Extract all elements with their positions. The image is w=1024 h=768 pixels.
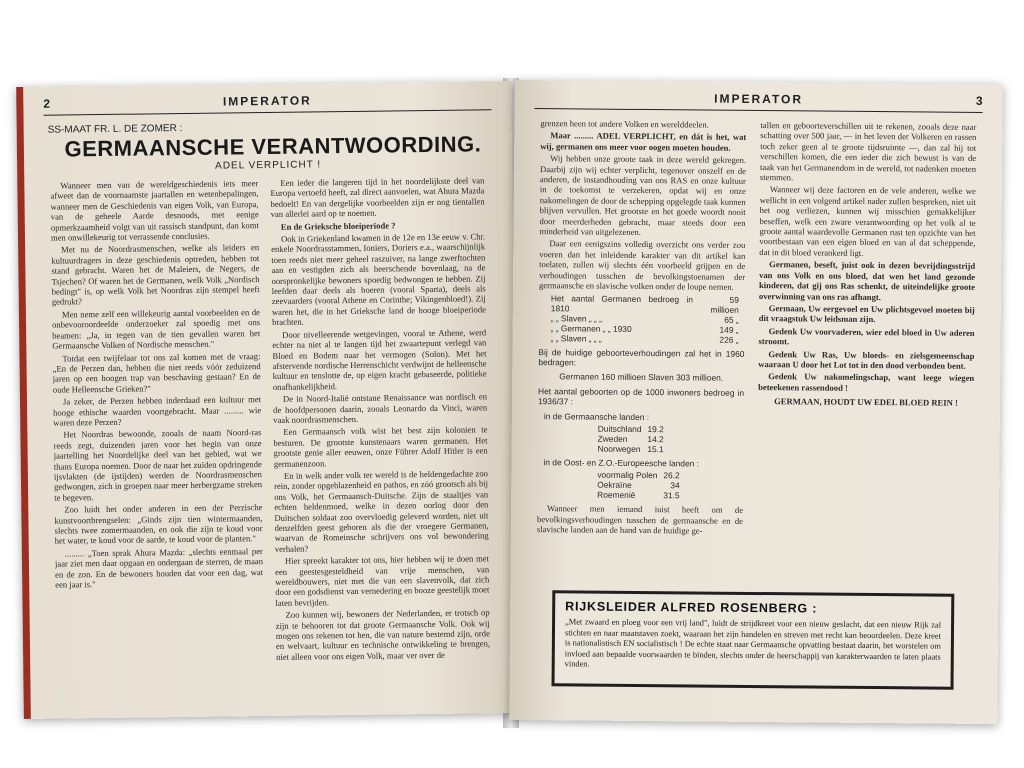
paragraph: grenzen heen tot andere Volken en werelddeelen. bbox=[540, 118, 709, 130]
paragraph: Door nivelleerende wetgevingen, vooral te Athene, werd echter na niet al te langen tijd het zwaartepunt verlegd van Bloed en Bodem naar het vermogen (Solon). Met het afstervende nordische Herrenschicht verdwijnt de helleensche kultuur en tenslotte de, op eigen kracht gebaseerde, politieke onafhankelijkheid. bbox=[272, 327, 487, 392]
row-value: 65 „ bbox=[724, 314, 739, 325]
right-page bbox=[509, 80, 1003, 724]
row-value: 226 „ bbox=[719, 334, 739, 345]
table-row bbox=[551, 293, 745, 315]
row-label: Het aantal Germanen bedroeg in 1810 bbox=[550, 292, 693, 313]
paragraph: Wij hebben onze groote taak in deze wereld gekregen. Daarbij zijn wij echter verplicht, tegenover onszelf en de anderen, de instandhouding van ons RAS en onze kultuur in de toekomst te verzekeren, opdat wij en onze nakomelingen de door de schepping opgelegde taak kunnen blijven vervullen. Het grootste en het goede woordt nooit door meerderheden gebracht, maar steeds door een minderheid van uitgelezenen. bbox=[539, 153, 747, 238]
paragraph: tallen en geboorteverschillen uit te rekenen, zooals deze naar schatting over 500 jaar, — in het leven der Volkeren en rassen toch zeker geen al te groote tijdsruimte —, dan zal hij tot verschillen komen, die een ieder die zich bewust is van de taak van het Germanendom in de wereld, tot nadenken moeten stemmen. bbox=[759, 120, 977, 183]
article-author: SS-MAAT FR. L. DE ZOMER : bbox=[47, 123, 183, 136]
paragraph: ......... „Toen sprak Ahura Mazda: „slechts eenmaal per jaar ziet men daar opgaan en ondergaan de sterren, de maan en de zon. En de bewoners houden dat voor een dag, wat een jaar is." bbox=[54, 545, 264, 590]
row-label: Duitschland bbox=[597, 423, 642, 434]
left-running-head-title: IMPERATOR bbox=[222, 93, 312, 109]
left-page-number: 2 bbox=[43, 96, 51, 111]
row-label: Zweden bbox=[597, 433, 628, 444]
row-label: voormalig Polen bbox=[597, 469, 658, 481]
paragraph: Gedenk Uw voorvaderen, wier edel bloed in Uw aderen stroomt. bbox=[758, 325, 975, 347]
stats-caption: Bij de huidige geboorteverhoudingen zal het in 1960 bedragen: bbox=[538, 346, 745, 368]
row-value: 149 „ bbox=[719, 324, 739, 335]
paragraph: En in welk ander volk ter wereld is de heldengedachte zoo rein, zonder opgeblazenheid en pathos, en zóó grootsch als bij ons Volk, het Germaansch-Duitsche. Zijn de staaltjes van echten heldenmoed, welke in dezen oorlog door den Duitschen soldaat zoo overvloedig geleverd worden, niet uit denzelfden geest geboren als die der vroegere Germanen, waarvan de Romeinsche schrijvers ons vol bewondering verhalen? bbox=[273, 468, 489, 554]
left-column-1 bbox=[50, 178, 264, 711]
paragraph: Met nu de Noordrasmenschen, welke als leiders en kultuurdragers in deze geschiedenis optreden, hebben tot stand gebracht. Waren het de Maleiers, de Negers, de Tsjechen? Of waren het de Germanen, welk Volk „Nordisch bedingt" is, op welk Volk het Noordras zijn stempel heeft gedrukt? bbox=[51, 242, 260, 308]
paragraph: Gedenk Uw nakomelingschap, want leege wiegen beteekenen rassendood ! bbox=[758, 371, 975, 393]
quote-body: „Met zwaard en ploeg voor een vrij land", luidt de strijdkreet voor een nieuw geslacht, dat een nieuw Rijk zal stichten en naar maatstaven zoekt, waaraan het zijn handelen en streven met recht kan beoordeelen. Deze kreet is nationalistisch EN socialistisch ! De echte staat naar Germaansche opvatting bestaat daarin, het worstelen om invloed aan bepaalde voorwaarden te binden, slechts onder de heerschappij van karakterwaarden te laten plaats vinden. bbox=[564, 617, 942, 669]
paragraph: Wanneer wij deze factoren en de vele anderen, welke we wellicht in een volgend artikel nader zullen bespreken, niet uit het oog verliezen, kunnen wij misschien gemakkelijker beseffen, welk een zware verantwoording op het volk al te groote aantal waardevolle Germanen rust ten opzichte van het voortbestaan van een eigen bloed en van al dat scheppende, dat in dit bloed verankerd ligt. bbox=[759, 184, 976, 258]
paragraph: Een Germaansch volk wist het best zijn kolonien te besturen. De grootste kunstenaars waren germanen. Het grootste genie aller eeuwen, onze Führer Adolf Hitler is een germanenzoon. bbox=[273, 424, 488, 469]
paragraph: Daar een eenigszins volledig overzicht ons verder zou voeren dan het inleidende karakter van dit artikel kan toelaten, zullen wij slechts één voorbeeld grijpen en de verhoudingen tusschen de bevolkingstoenamen der germaansche en slavische volken onder de loupe nemen. bbox=[538, 238, 746, 292]
row-label: „ „ Slaven „ „ „ bbox=[550, 332, 602, 344]
birthrate-table-eastern bbox=[597, 470, 686, 501]
row-value: 26.2 bbox=[663, 470, 680, 481]
article-headline: GERMAANSCHE VERANTWOORDING. bbox=[64, 131, 482, 162]
rosenberg-quote-box bbox=[552, 590, 955, 690]
right-running-head-title: IMPERATOR bbox=[714, 91, 804, 107]
row-value: 15.1 bbox=[647, 443, 664, 455]
closing-slogan: GERMAAN, HOUDT UW EDEL BLOED REIN ! bbox=[774, 396, 958, 408]
table-row bbox=[597, 490, 685, 501]
table-row bbox=[551, 333, 745, 345]
right-page-number: 3 bbox=[975, 93, 983, 108]
paragraph: Maar ......... ADEL VERPLICHT, en dát is het, wat wij, germanen ons meer voor oogen moeten houden. bbox=[540, 130, 747, 153]
paragraph: Gedenk Uw Ras, Uw bloeds- en zielsgemeenschap waaraan U door het Lot tot in den dood verbonden bent. bbox=[758, 348, 975, 371]
paragraph: Hier spreekt karakter tot ons, hier hebben wij te doen met een geestesgesteldheid van vrije menschen, van wereldbouwers, niet met die van een slavenvolk, dat zich door een godsdienst van vernedering en booze geestelijk moet laten bevrijden. bbox=[275, 553, 490, 608]
paragraph: Germaan, Uw eergevoel en Uw plichtsgevoel moeten bij dit vraagstuk Uw leidsman zijn. bbox=[758, 303, 975, 325]
paragraph: Ja zeker, de Perzen hebben inderdaad een kultuur met hooge ethische waarden voortgebracht. Maar ......... wie waren deze Perzen? bbox=[53, 394, 262, 428]
paragraph: Totdat een twijfelaar tot ons zal komen met de vraag: „En de Perzen dan, hebben die niet reeds vóór zeduizend jaren op een hoogen trap van beschaving gestaan? En de oude Helleensche Grieken?" bbox=[52, 350, 261, 395]
paragraph: Het Noordras bewoonde, zooals de naam Noord-ras reeds zegt, duizenden jaren voor het begin van onze jaartelling het Noordelijke deel van het gebied, wat we thans Europa noemen. Door de naar het zuiden opdringende ijsvlakten (de ijstijden) werden de Noordrasmenschen gedwongen, zich in groepen naar meer herbergzame streken te begeven. bbox=[53, 427, 263, 503]
birthrate-table-germanic bbox=[598, 424, 670, 455]
row-value: 19.2 bbox=[647, 423, 664, 435]
row-label: Oekraïne bbox=[597, 479, 632, 491]
table-row bbox=[598, 444, 670, 455]
stats-group-title: in de Germaansche landen : bbox=[543, 410, 650, 422]
row-label: Noorwegen bbox=[597, 443, 641, 454]
row-value: 14.2 bbox=[647, 433, 664, 445]
paragraph: Wanneer men iemand iuist heeft om de bevolkingsverhoudingen tusschen de germaansche en de slavische landen aan de hand van de huidige ge- bbox=[536, 503, 744, 536]
paragraph: Zoo kunnen wij, bewoners der Nederlanden, er trotsch op zijn te behooren tot dat groote Germaansche Volk. Ook wij mogen ons rekenen tot hen, die van nature bestemd zijn, orde en welvaart, kultuur en technische ontwikkeling te brengen, niet alleen voor ons eigen Volk, maar ver over de bbox=[275, 607, 491, 662]
stats-projection: Germanen 160 millioen Slaven 303 millioen. bbox=[559, 371, 724, 384]
right-running-head bbox=[535, 90, 983, 113]
left-page bbox=[16, 81, 519, 719]
right-column-2 bbox=[756, 120, 976, 592]
row-value: 59 millioen bbox=[710, 294, 739, 315]
quote-title: RIJKSLEIDER ALFRED ROSENBERG : bbox=[565, 599, 818, 616]
paragraph: Zoo luidt het onder anderen in een der Perzische kunstvoortbrengselen: „Ginds zijn tien wintermaanden, slechts twee zomermaanden, en ook die zijn te koud voor het water, te koud voor de aarde, te koud voor de planten." bbox=[54, 502, 263, 547]
paragraph: Ook in Griekenland kwamen in de 12e en 13e eeuw v. Chr. enkele Noordrasstammen, Ioniers, Doriers e.a., waarschijnlijk toen reeds niet meer geheel raszuiver, na lange zwerftochten aan en vestigden zich als heerschende bovenlaag, na de oorspronkelijke bewoners spoedig bedwongen te hebben. Zij leefden daar deels als boeren (vooral Sparta), deels als zeevaarders (vooral Athene en Corinthe; Vikingenbloed!). Zij waren het, die in het Grieksche land de hooge bloeiperiode brachten. bbox=[271, 231, 486, 328]
stats-group-title: in de Oost- en Z.O.-Europeesche landen : bbox=[543, 457, 700, 469]
paragraph: De in Noord-Italië ontstane Renaissance was nordisch en de hoofdpersonen daarin, zooals Leonardo da Vinci, waren vaak noordrasmenschen. bbox=[273, 391, 488, 425]
right-column-1 bbox=[536, 118, 746, 590]
row-label: Roemenië bbox=[597, 489, 636, 501]
table-row bbox=[598, 434, 670, 445]
paragraph: Wanneer men van de wereldgeschiedenis iets meer afweet dan de voornaamste jaartallen en wetenbepalingen, wanneer men de Geschiedenis van eigen Volk, van Europa, van de geheele Aarde desnoods, met eenige opmerkzaamheid volgt van uit rassisch standpunt, dan komt men onwillekeurig tot verrassende conclusies. bbox=[50, 178, 259, 243]
row-value: 34 bbox=[670, 480, 680, 491]
population-statistics bbox=[537, 293, 745, 502]
section-heading: En de Grieksche bloeiperiode ? bbox=[280, 220, 396, 232]
article-subheadline: ADEL VERPLICHT ! bbox=[215, 159, 322, 172]
row-label: „ „ Slaven „ „ „ bbox=[550, 312, 602, 324]
row-label: „ „ Germanen „ „ 1930 bbox=[550, 322, 632, 334]
population-table bbox=[551, 293, 745, 345]
row-value: 31.5 bbox=[663, 490, 680, 501]
left-running-head bbox=[43, 91, 491, 115]
table-row bbox=[598, 424, 670, 435]
paragraph: Germanen, beseft, juist ook in dezen bevrijdingsstrijd van ons Volk en ons bloed, dat wen het land gezonde kinderen, dat gij ons Ras schenkt, de uiteindelijke groote overwinning van ons ras afhangt. bbox=[758, 259, 976, 302]
paragraph: Een ieder die langeren tijd in het noordelijkste deel van Europa vertoefd heeft, zal direct aanvoelen, wat Ahura Mazda bedoelt! En van dergelijke voorbeelden zijn er nog tientallen van allerlei aard op te noemen. bbox=[270, 175, 485, 220]
left-column-2 bbox=[270, 175, 490, 708]
stats-caption: Het aantal geboorten op de 1000 inwoners bedroeg in 1936/37 : bbox=[537, 385, 745, 407]
paragraph: Men neme zelf een willekeurig aantal voorbeelden en de onbevooroordeelde onderzoeker zal spoedig met ons beamen: „Ja, in tegen van de tien gevallen waren het Germaansche Volken of Nordische menschen." bbox=[52, 306, 261, 351]
